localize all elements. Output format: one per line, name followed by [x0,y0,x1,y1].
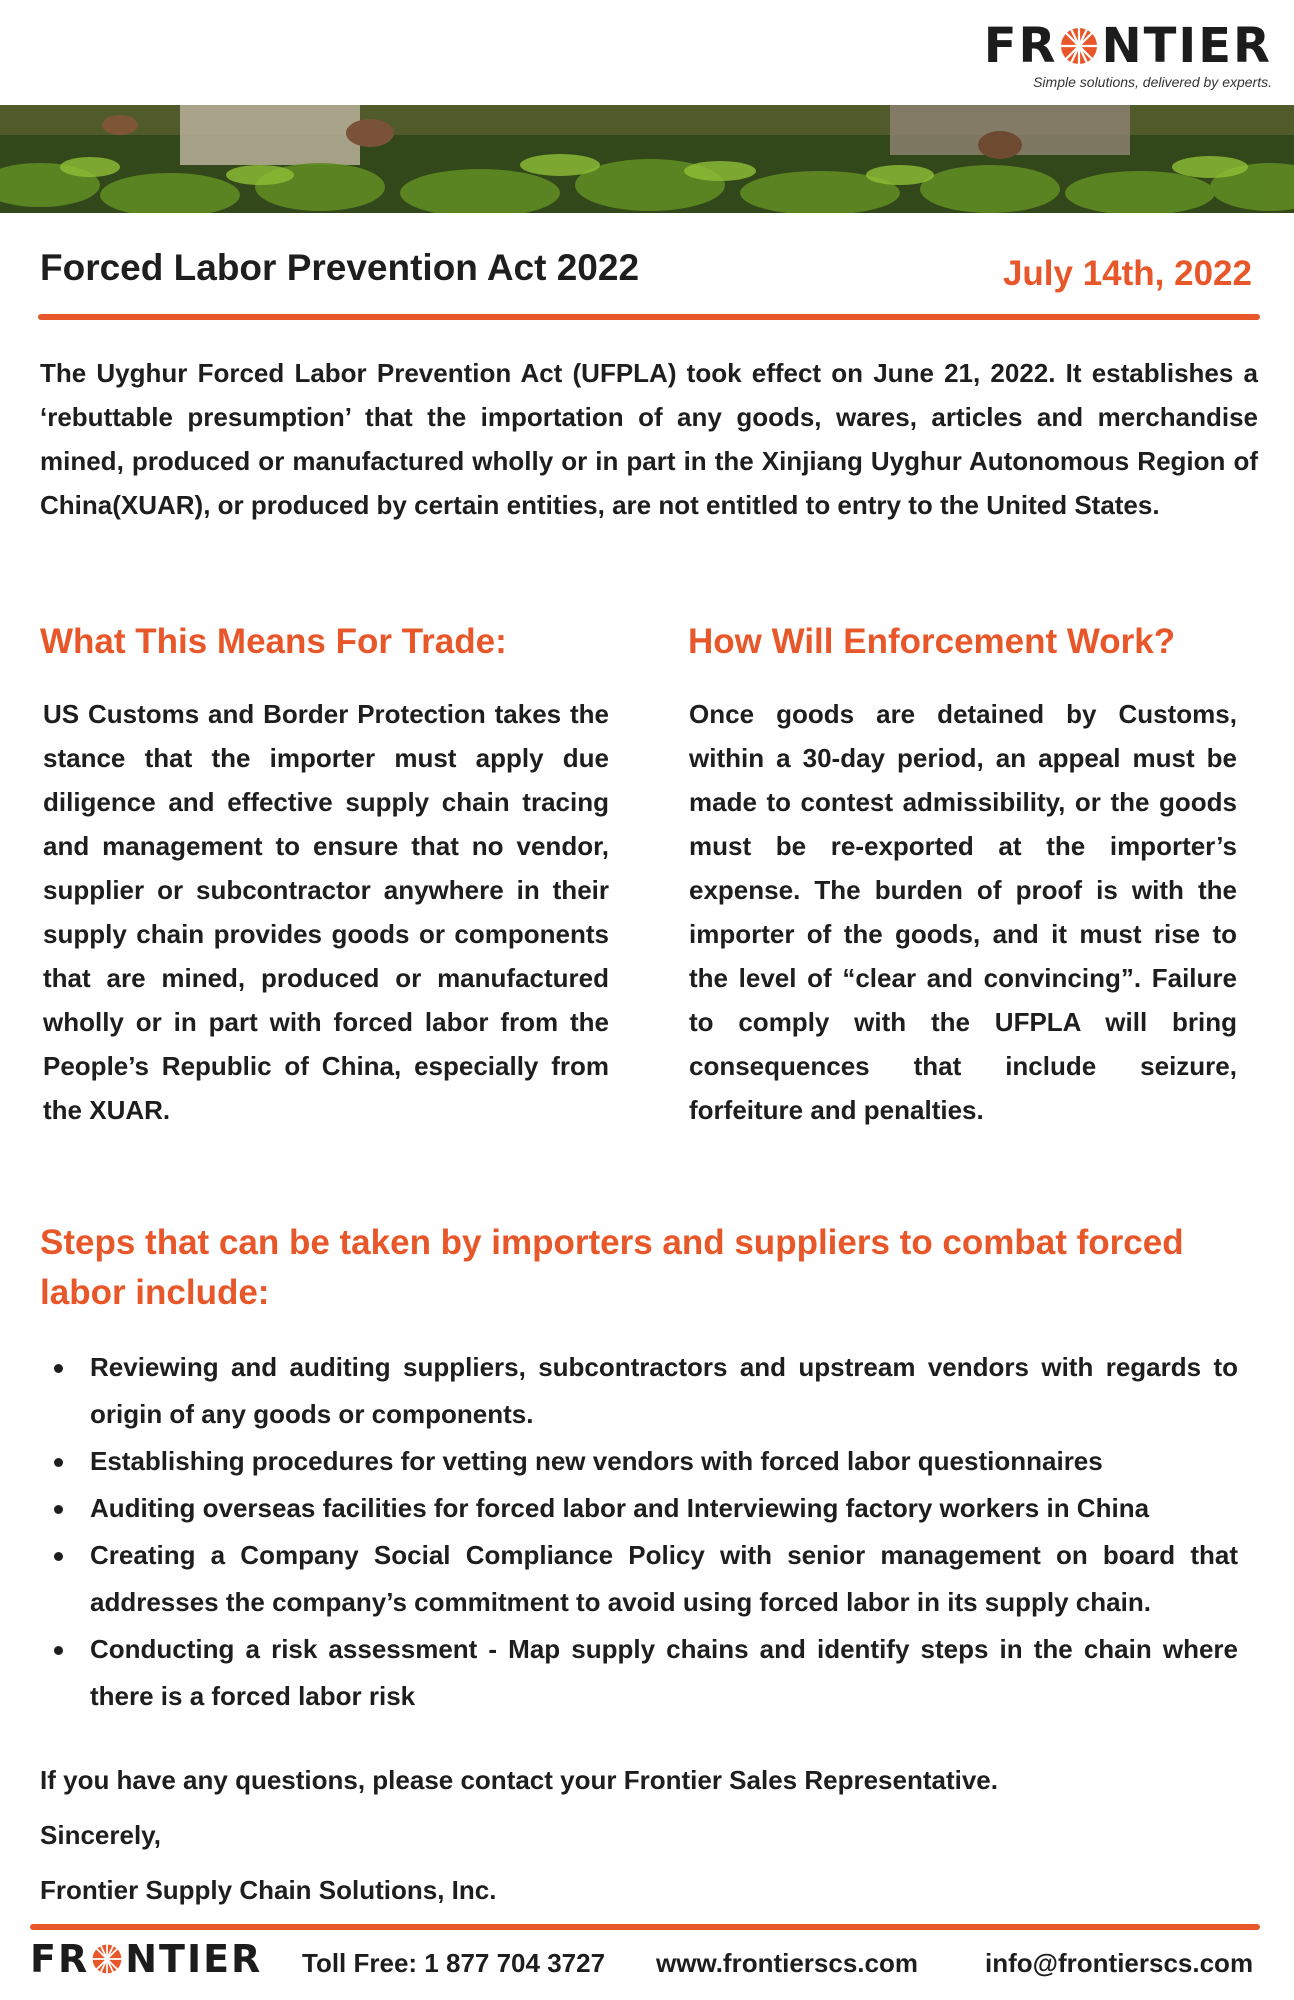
header-logo [983,18,1272,90]
steps-list [40,1344,1238,1720]
enforcement-heading: How Will Enforcement Work? [688,622,1176,661]
document-date: July 14th, 2022 [1002,254,1252,293]
footer-logo: FR NTIER [30,1937,263,1981]
enforcement-paragraph: Once goods are detained by Customs, within a 30-day period, an appeal must be made to contest admissibility, or the goods must be re-exported at the importer’s expense. The burden of proof is with the importer of the goods, and it must rise to the level of “clear and convincing”. Failure to comply with the UFPLA will bring consequences that include seizure, forfeiture and penalties. [689,699,1237,1125]
sunburst-logo-icon [1059,26,1099,66]
list-item: Conducting a risk assessment - Map supply chains and identify steps in the chain where there is a forced labor risk [40,1626,1238,1720]
banner-image [0,105,1294,213]
logo-wordmark: FR NTIER [983,18,1272,74]
footer-email-link[interactable]: info@frontierscs.com [985,1948,1254,1978]
trade-paragraph: US Customs and Border Protection takes the stance that the importer must apply due diligence and effective supply chain tracing and management to ensure that no vendor, supplier or subcontractor anywhere in their supply chain provides goods or components that are mined, produced or manufactured wholly or in part with forced labor from the People’s Republic of China, especially from the XUAR. [43,699,609,1125]
questions-line: If you have any questions, please contact your Frontier Sales Representative. [40,1765,998,1795]
list-item: Reviewing and auditing suppliers, subcontractors and upstream vendors with regards to origin of any goods or components. [40,1344,1238,1438]
tagline: Simple solutions, delivered by experts. [1033,74,1272,90]
sunburst-logo-icon [91,1943,123,1975]
footer-website-link[interactable]: www.frontierscs.com [656,1948,918,1978]
footer-divider [30,1924,1260,1930]
steps-heading: Steps that can be taken by importers and suppliers to combat forced labor include: [40,1223,1184,1312]
list-item: Establishing procedures for vetting new vendors with forced labor questionnaires [40,1438,1238,1485]
list-item: Auditing overseas facilities for forced labor and Interviewing factory workers in China [40,1485,1238,1532]
list-item: Creating a Company Social Compliance Policy with senior management on board that addresses the company’s commitment to avoid using forced labor in its supply chain. [40,1532,1238,1626]
intro-paragraph: The Uyghur Forced Labor Prevention Act (UFPLA) took effect on June 21, 2022. It establishes a ‘rebuttable presumption’ that the importation of any goods, wares, articles and merchandise mined, produced or manufactured wholly or in part in the Xinjiang Uyghur Autonomous Region of China(XUAR), or produced by certain entities, are not entitled to entry to the United States. [40,358,1258,520]
trade-heading: What This Means For Trade: [40,622,507,661]
title-divider [38,314,1260,320]
company-name: Frontier Supply Chain Solutions, Inc. [40,1875,497,1905]
document-title: Forced Labor Prevention Act 2022 [40,247,640,288]
tea-field-illustration [0,105,1294,213]
footer-phone: Toll Free: 1 877 704 3727 [302,1948,606,1978]
signoff: Sincerely, [40,1820,161,1850]
